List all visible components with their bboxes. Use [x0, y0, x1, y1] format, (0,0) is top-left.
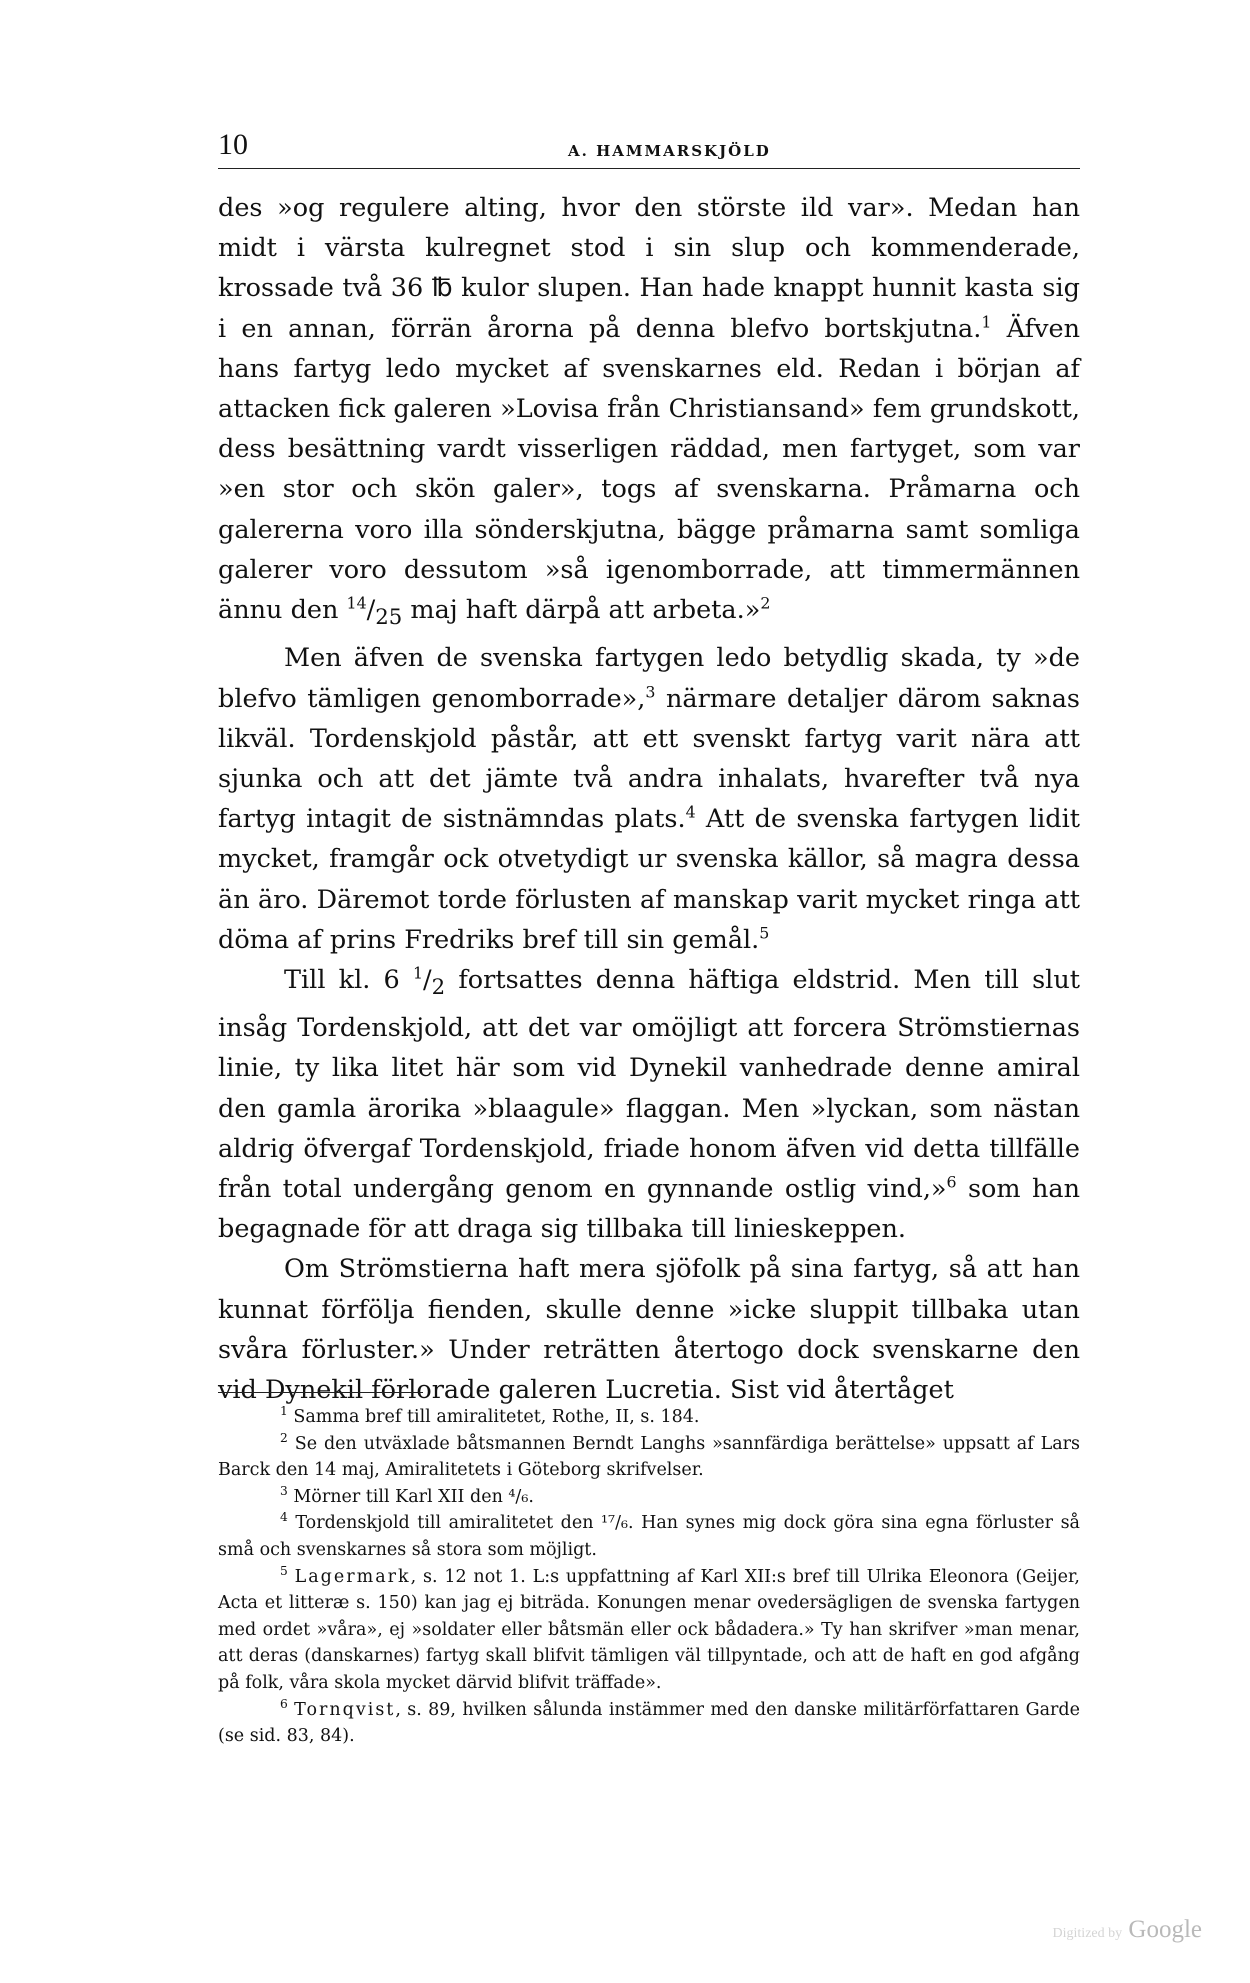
- footnote: $^3$ Mörner till Karl XII den ⁴/₆.: [280, 1483, 534, 1507]
- pound-symbol: ℔: [431, 273, 453, 304]
- footnote: $^1$ Samma bref till amiralitetet, Rothe, II, s. 184.: [280, 1404, 700, 1427]
- footnote: $^6$ Tornqvist, s. 89, hvilken sålunda instämmer med den danske militärförfattaren Garde (se sid. 83, 84).: [218, 1696, 1080, 1747]
- page-number: 10: [218, 128, 248, 161]
- paragraph: Om Strömstierna haft mera sjöfolk på sina fartyg, så att han kunnat förfölja fienden, skulle denne »icke sluppit tillbaka utan svåra förluster.» Under reträtten återtogo dock svenskarne den vid Dynekil förlorade galeren Lucretia. Sist vid återtåget: [218, 1254, 1080, 1406]
- fraction-numerator: 1: [412, 963, 424, 983]
- footnote-author: Tornqvist: [294, 1699, 396, 1720]
- paragraph: Men äfven de svenska fartygen ledo betydlig skada, ty »de blefvo tämligen genomborrade»,$^3$ närmare detaljer därom saknas likväl. Tordenskjold påstår, att ett svenskt fartyg varit nära att sjunka och att det jämte två andra inhalats, hvarefter två nya fartyg intagit de sistnämndas plats.$^4$ Att de svenska fartygen lidit mycket, framgår ock otvetydigt ur svenska källor, så magra dessa än äro. Däremot torde förlusten af manskap varit mycket ringa att döma af prins Fredriks bref till sin gemål.$^5$: [218, 643, 1081, 955]
- footnote-divider: [218, 1392, 423, 1393]
- footnote: $^5$ Lagermark, s. 12 not 1. L:s uppfattning af Karl XII:s bref till Ulrika Eleonora (Geijer, Acta et litteræ s. 150) kan jag ej biträda. Konungen menar ovedersägligen de svenska fartygen med ordet »våra», ej »soldater eller båtsmän eller ock bådadera.» Ty han skrifver »man menar, att deras (danskarnes) fartyg skall blifvit tämligen väl tillpyntade, och att de haft en god afgång på folk, våra skola mycket därvid blifvit träffade».: [218, 1563, 1080, 1693]
- footnote-ref: 3: [645, 682, 656, 702]
- body-text: [218, 188, 1080, 1410]
- date-denominator: 25: [375, 605, 403, 631]
- date-numerator: 14: [346, 593, 367, 613]
- paragraph: Till kl. 6 $^1/_2$ fortsattes denna häftiga eldstrid. Men till slut insåg Tordenskjold, att det var omöjligt att forcera Strömstiernas linie, ty lika litet här som vid Dynekil vanhedrade denne amiral den gamla ärorika »blaagule» flaggan. Men »lyckan, som nästan aldrig öfvergaf Tordenskjold, friade honom äfven vid detta tillfälle från total undergång genom en gynnande ostlig vind,»$^6$ som han begagnade för att draga sig tillbaka till linieskeppen.: [218, 963, 1081, 1245]
- footnote-ref: 2: [760, 593, 771, 613]
- footnote-ref: 1: [981, 312, 992, 332]
- footnote: $^2$ Se den utväxlade båtsmannen Berndt Langhs »sannfärdiga berättelse» uppsatt af Lars Barck den 14 maj, Amiralitetets i Göteborg skrifvelser.: [218, 1430, 1080, 1481]
- footnote-ref: 6: [946, 1172, 957, 1192]
- footnote-author: Lagermark: [294, 1566, 411, 1587]
- running-head: A. HAMMARSKJÖLD: [568, 142, 771, 160]
- google-logo: Google: [1128, 1916, 1202, 1943]
- paragraph: des »og regulere alting, hvor den störste ild var». Medan han midt i värsta kulregnet stod i sin slup och kommenderade, krossade två 36 ℔ kulor slupen. Han hade knappt hunnit kasta sig i en annan, förrän årorna på denna blefvo bortskjutna.$^1$ Äfven hans fartyg ledo mycket af svenskarnes eld. Redan i början af attacken fick galeren »Lovisa från Christiansand» fem grundskott, dess besättning vardt visserligen räddad, men fartyget, som var »en stor och skön galer», togs af svenskarna. Pråmarna och galererna voro illa sönderskjutna, bägge pråmarna samt somliga galerer voro dessutom »så igenomborrade, att timmermännen ännu den $^{14}/_{25}$ maj haft därpå att arbeta.»$^2$: [218, 193, 1080, 631]
- fraction-denominator: 2: [431, 975, 446, 1001]
- digitized-watermark: [1053, 1916, 1202, 1944]
- footnotes: [218, 1404, 1080, 1750]
- page-header: [218, 128, 1080, 169]
- footnote-ref: 4: [685, 802, 696, 822]
- footnote-ref: 5: [759, 923, 770, 943]
- footnote: $^4$ Tordenskjold till amiralitetet den ¹⁷/₆. Han synes mig dock göra sina egna förluster så små och svenskarnes så stora som möjligt.: [218, 1510, 1080, 1560]
- watermark-prefix: Digitized by: [1052, 1926, 1123, 1941]
